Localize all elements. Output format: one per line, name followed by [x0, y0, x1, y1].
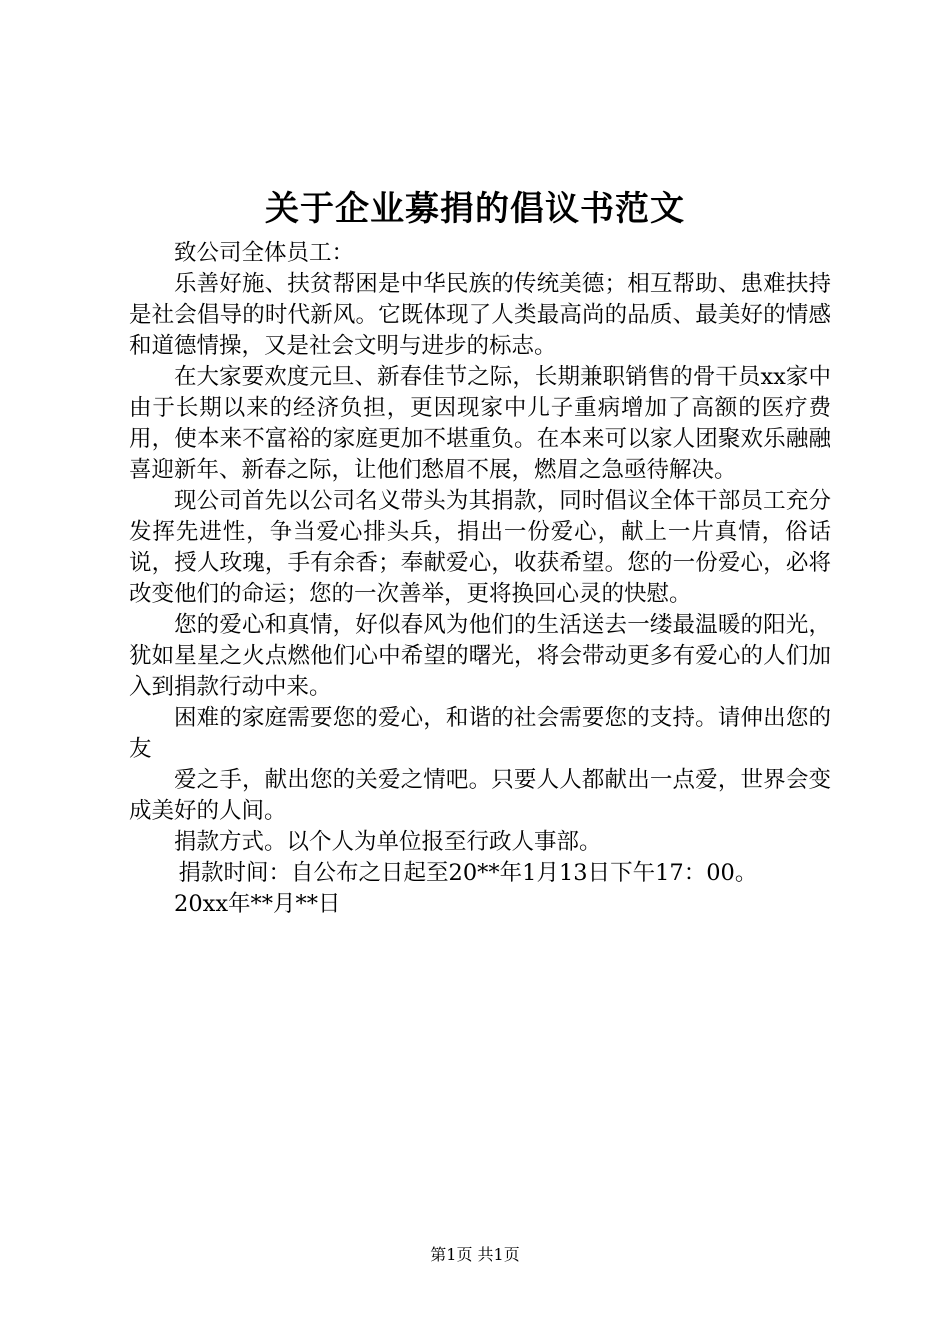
- date-line: 20xx年**月**日: [174, 891, 341, 917]
- paragraph: 乐善好施、扶贫帮困是中华民族的传统美德；相互帮助、患难扶持是社会倡导的时代新风。它既体现了人类最高尚的品质、最美好的情感和道德情操，又是社会文明与进步的标志。: [129, 271, 831, 359]
- document-title: 关于企业募捐的倡议书范文: [265, 189, 685, 229]
- paragraph: 现公司首先以公司名义带头为其捐款，同时倡议全体干部员工充分发挥先进性，争当爱心排头兵，捐出一份爱心，献上一片真情，俗话说，授人玫瑰，手有余香；奉献爱心，收获希望。您的一份爱心，必将改变他们的命运；您的一次善举，更将换回心灵的快慰。: [129, 488, 831, 607]
- page-footer: 第1页 共1页: [430, 1245, 520, 1264]
- paragraph: 爱之手，献出您的关爱之情吧。只要人人都献出一点爱，世界会变成美好的人间。: [129, 767, 831, 824]
- paragraph: 在大家要欢度元旦、新春佳节之际，长期兼职销售的骨干员xx家中由于长期以来的经济负担，更因现家中儿子重病增加了高额的医疗费用，使本来不富裕的家庭更加不堪重负。在本来可以家人团聚欢乐融融喜迎新年、新春之际，让他们愁眉不展，燃眉之急亟待解决。: [129, 364, 831, 483]
- paragraph: 捐款方式。以个人为单位报至行政人事部。: [174, 829, 602, 855]
- document-body: [129, 238, 831, 920]
- paragraph: 您的爱心和真情，好似春风为他们的生活送去一缕最温暖的阳光，犹如星星之火点燃他们心中希望的曙光，将会带动更多有爱心的人们加入到捐款行动中来。: [129, 612, 831, 700]
- donation-time: 捐款时间：自公布之日起至20**年1月13日下午17：00。: [178, 860, 758, 886]
- paragraph: 困难的家庭需要您的爱心，和谐的社会需要您的支持。请伸出您的友: [129, 705, 831, 762]
- salutation: 致公司全体员工：: [174, 240, 355, 266]
